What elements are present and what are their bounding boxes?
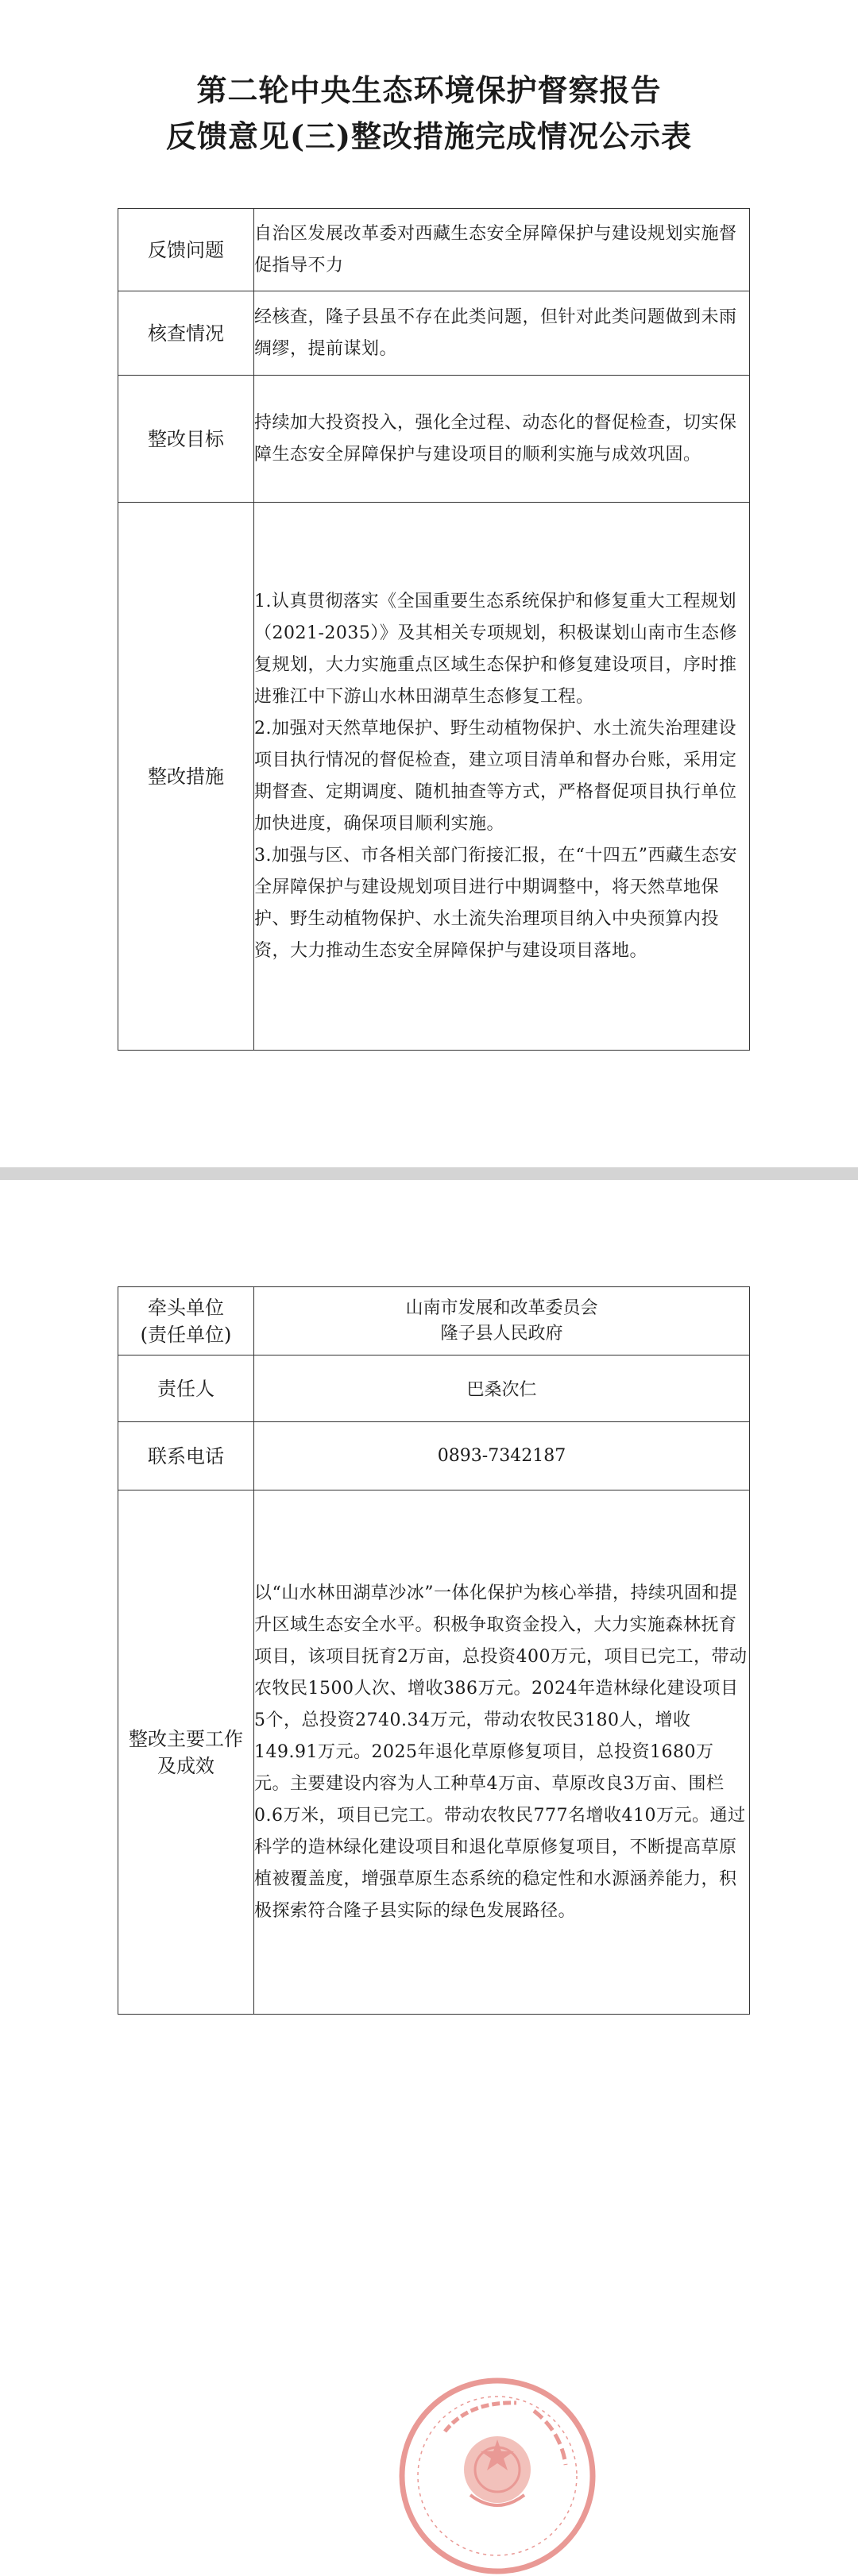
phone-value: 0893-7342187 <box>254 1422 750 1490</box>
phone-label: 联系电话 <box>118 1422 254 1490</box>
lead-unit-label-line1: 牵头单位 <box>148 1296 224 1319</box>
document-title-line2: 反馈意见(三)整改措施完成情况公示表 <box>166 118 692 154</box>
paragraph: 经核查，隆子县虽不存在此类问题，但针对此类问题做到未雨绸缪，提前谋划。 <box>254 307 737 359</box>
page-one <box>0 0 858 1167</box>
page-separator <box>0 1167 858 1180</box>
paragraph: 自治区发展改革委对西藏生态安全屏障保护与建设规划实施督促指导不力 <box>254 223 737 276</box>
row-content-measures <box>254 503 750 1051</box>
table-row <box>118 1355 750 1422</box>
lead-unit-label-line2: (责任单位) <box>140 1323 232 1346</box>
table-row <box>118 376 750 503</box>
row-label-feedback: 反馈问题 <box>118 209 254 291</box>
table-row <box>118 1422 750 1490</box>
row-content-feedback <box>254 209 750 291</box>
responsible-person-label: 责任人 <box>118 1355 254 1422</box>
lead-unit-value <box>254 1287 750 1355</box>
responsibility-table <box>118 1286 750 2015</box>
row-content-goal <box>254 376 750 503</box>
row-label-measures: 整改措施 <box>118 503 254 1051</box>
page-two <box>0 1180 858 2036</box>
official-seal-icon <box>397 2376 597 2576</box>
paragraph: 以“山水林田湖草沙冰”一体化保护为核心举措，持续巩固和提升区域生态安全水平。积极争取资金投入，大力实施森林抚育项目，该项目抚育2万亩，总投资400万元，项目已完工，带动农牧民1500人次、增收386万元。2024年造林绿化建设项目5个，总投资2740.34万元，带动农牧民3180人，增收149.91万元。2025年退化草原修复项目，总投资1680万元。主要建设内容为人工种草4万亩、草原改良3万亩、围栏0.6万米，项目已完工。带动农牧民777名增收410万元。通过科学的造林绿化建设项目和退化草原修复项目，不断提高草原植被覆盖度，增强草原生态系统的稳定性和水源涵养能力，积极探索符合隆子县实际的绿色发展路径。 <box>254 1583 748 1921</box>
results-label-line1: 整改主要工作 <box>129 1727 243 1750</box>
measure-item-3: 3.加强与区、市各相关部门衔接汇报，在“十四五”西藏生态安全屏障保护与建设规划项目进行中期调整中，将天然草地保护、野生动植物保护、水土流失治理项目纳入中央预算内投资，大力推动生态安全屏障保护与建设项目落地。 <box>254 845 737 961</box>
lead-unit-label <box>118 1287 254 1355</box>
measure-item-2: 2.加强对天然草地保护、野生动植物保护、水土流失治理建设项目执行情况的督促检查，建立项目清单和督办台账，采用定期督查、定期调度、随机抽查等方式，严格督促项目执行单位加快进度，确保项目顺利实施。 <box>254 718 737 834</box>
responsible-person-value: 巴桑次仁 <box>254 1355 750 1422</box>
rectification-table <box>118 208 750 1051</box>
results-label-line2: 及成效 <box>157 1754 214 1777</box>
table-row <box>118 291 750 376</box>
results-content <box>254 1490 750 2015</box>
row-content-verification <box>254 291 750 376</box>
row-label-verification: 核查情况 <box>118 291 254 376</box>
measure-item-1: 1.认真贯彻落实《全国重要生态系统保护和修复重大工程规划（2021-2035）》及其相关专项规划，积极谋划山南市生态修复规划，大力实施重点区域生态保护和修复建设项目，序时推进雅江中下游山水林田湖草生态修复工程。 <box>254 591 737 707</box>
paragraph: 持续加大投资投入，强化全过程、动态化的督促检查，切实保障生态安全屏障保护与建设项目的顺利实施与成效巩固。 <box>254 412 737 465</box>
lead-unit-value-line1: 山南市发展和改革委员会 <box>405 1298 598 1318</box>
table-row <box>118 209 750 291</box>
table-row <box>118 503 750 1051</box>
document-title-line1: 第二轮中央生态环境保护督察报告 <box>196 72 662 108</box>
results-label <box>118 1490 254 2015</box>
row-label-goal: 整改目标 <box>118 376 254 503</box>
lead-unit-value-line2: 隆子县人民政府 <box>440 1323 563 1344</box>
table-row <box>118 1490 750 2015</box>
table-row <box>118 1287 750 1355</box>
